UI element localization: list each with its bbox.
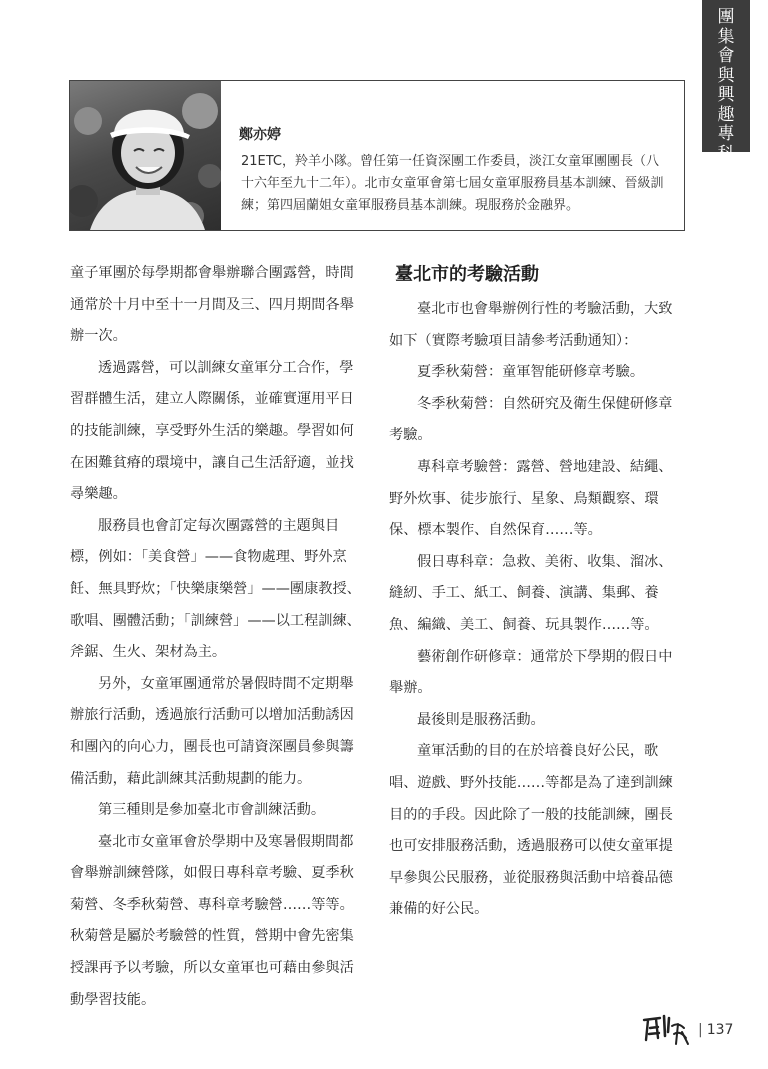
page-footer — [638, 1010, 748, 1050]
paragraph: 臺北市也會舉辦例行性的考驗活動，大致如下（實際考驗項目請參考活動通知）： — [389, 301, 673, 349]
author-photo — [70, 81, 221, 230]
side-tab-char: 趣 — [717, 104, 735, 125]
side-tab-char: 與 — [717, 65, 735, 86]
footer-separator: | — [698, 1022, 703, 1038]
paragraph: 臺北市女童軍會於學期中及寒暑假期間都會舉辦訓練營隊，如假日專科章考驗、夏季秋菊營、冬季秋菊營、專科章考驗營……等等。秋菊營是屬於考驗營的性質，營期中會先密集授課再予以考驗，所以女童軍也可藉由參與活動學習技能。 — [70, 833, 354, 1008]
author-bio-box — [69, 80, 685, 231]
paragraph: 假日專科章：急救、美術、收集、溜冰、縫紉、手工、紙工、飼養、演講、集郵、養魚、編織、美工、飼養、玩具製作……等。 — [389, 553, 673, 633]
paragraph: 另外，女童軍團通常於暑假時間不定期舉辦旅行活動，透過旅行活動可以增加活動誘因和團內的向心力，團長也可請資深團員參與籌備活動，藉此訓練其活動規劃的能力。 — [70, 675, 354, 787]
section-side-tab — [702, 0, 750, 164]
calligraphy-logo — [638, 1012, 694, 1048]
paragraph: 藝術創作研修章：通常於下學期的假日中舉辦。 — [389, 648, 673, 697]
side-tab-char: 集 — [717, 26, 735, 47]
side-tab-char: 專 — [717, 124, 735, 144]
section-heading: 臺北市的考驗活動 — [395, 264, 539, 285]
paragraph: 專科章考驗營：露營、營地建設、結繩、野外炊事、徒步旅行、星象、鳥類觀察、環保、標本製作、自然保育……等。 — [389, 458, 673, 539]
paragraph: 最後則是服務活動。 — [417, 711, 545, 728]
paragraph: 第三種則是參加臺北市會訓練活動。 — [98, 802, 326, 819]
author-bio-text: 21ETC，羚羊小隊。曾任第一任資深團工作委員，淡江女童軍團團長（八十六年至九十二年）。北市女童軍會第七屆女童軍服務員基本訓練、晉級訓練；第四屆蘭姐女童軍服務員基本訓練。現服務於金融界。 — [241, 154, 664, 213]
side-tab-char: 興 — [717, 85, 735, 105]
paragraph: 冬季秋菊營：自然研究及衛生保健研修章考驗。 — [389, 395, 673, 444]
author-name: 鄭亦婷 — [239, 127, 281, 143]
side-tab-char: 會 — [717, 46, 735, 66]
side-tab-char: 團 — [717, 7, 735, 27]
paragraph: 透過露營，可以訓練女童軍分工合作，學習群體生活，建立人際關係，並確實運用平日的技能訓練，享受野外生活的樂趣。學習如何在困難貧瘠的環境中，讓自己生活舒適，並找尋樂趣。 — [70, 359, 354, 503]
paragraph: 服務員也會訂定每次團露營的主題與目標，例如：「美食營」——食物處理、野外烹飪、無具野炊；「快樂康樂營」——團康教授、歌唱、團體活動；「訓練營」——以工程訓練、斧鋸、生火、架材為主。 — [70, 517, 361, 661]
author-photo-illustration — [70, 81, 221, 230]
paragraph: 夏季秋菊營：童軍智能研修章考驗。 — [417, 364, 645, 381]
left-column — [70, 258, 365, 1016]
right-column — [389, 262, 684, 926]
page-number: 137 — [706, 1022, 734, 1038]
side-tab-char: 科 — [717, 143, 735, 164]
paragraph: 童子軍團於每學期都會舉辦聯合團露營，時間通常於十月中至十一月間及三、四月期間各舉辦一次。 — [70, 265, 354, 345]
paragraph: 童軍活動的目的在於培養良好公民，歌唱、遊戲、野外技能……等都是為了達到訓練目的的手段。因此除了一般的技能訓練，團長也可安排服務活動，透過服務可以使女童軍提早參與公民服務，並從服務與活動中培養品德兼備的好公民。 — [389, 743, 673, 918]
